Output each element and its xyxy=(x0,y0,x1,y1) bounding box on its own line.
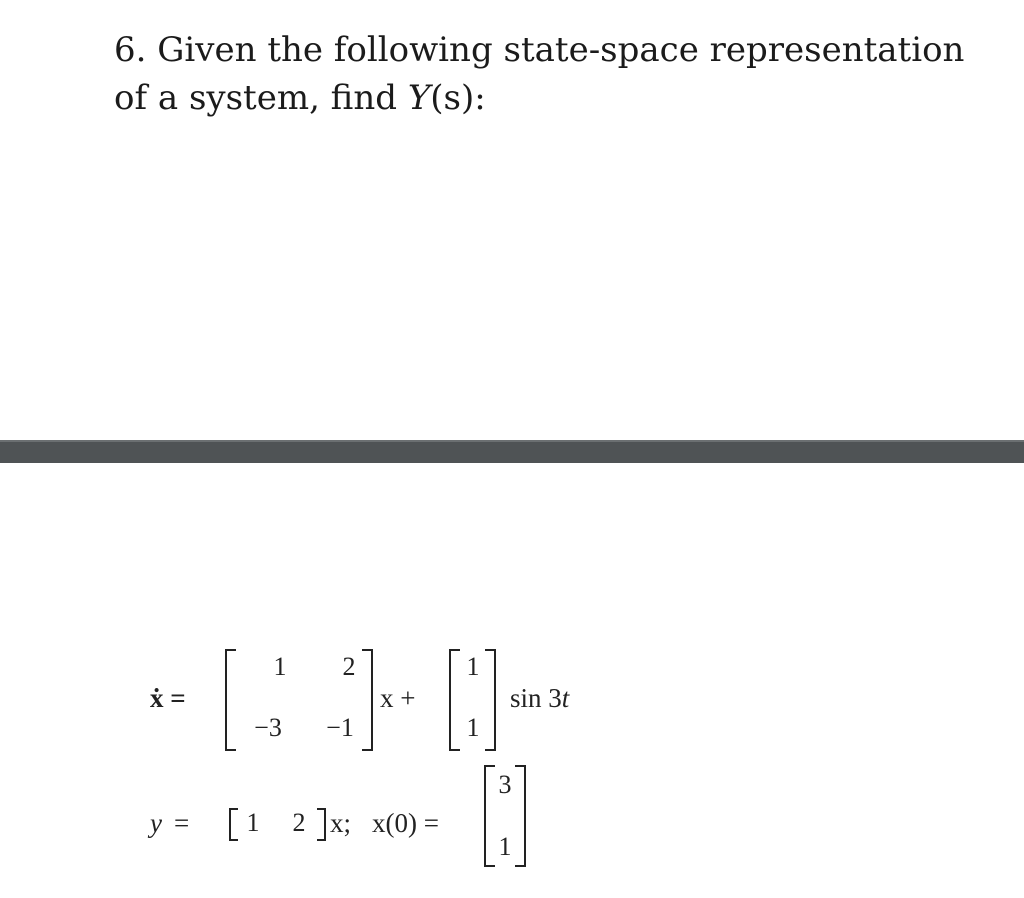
vector-b-left-bracket xyxy=(450,650,460,750)
vector-x0-left-bracket xyxy=(485,766,495,866)
matrix-a-12: 2 xyxy=(342,652,356,681)
vector-b-2: 1 xyxy=(466,713,480,742)
question-body: 6. Given the following state-space representation of a system, find xyxy=(114,30,965,118)
vector-b-1: 1 xyxy=(466,652,480,681)
question-function: Y xyxy=(407,78,431,118)
matrix-a-21: −3 xyxy=(254,713,282,742)
vector-c-2: 2 xyxy=(292,808,306,837)
vector-b-right-bracket xyxy=(485,650,495,750)
vector-c-1: 1 xyxy=(246,808,260,837)
initial-condition-label: x(0) = xyxy=(372,808,439,838)
vector-x0-2: 1 xyxy=(498,832,512,861)
vector-c-left-bracket xyxy=(230,809,238,840)
question-tail: : xyxy=(474,78,486,118)
matrix-a-22: −1 xyxy=(326,713,354,742)
vector-x0-right-bracket xyxy=(515,766,525,866)
vector-x0-1: 3 xyxy=(498,770,512,799)
state-input-func: sin 3 xyxy=(510,683,562,713)
output-y: y xyxy=(150,808,162,838)
matrix-a-right-bracket xyxy=(362,650,372,750)
state-input xyxy=(510,683,569,714)
question-argument: (s) xyxy=(430,78,475,118)
state-input-var: t xyxy=(561,683,570,713)
matrix-a-11: 1 xyxy=(273,652,287,681)
state-eq-lhs: ẋ = xyxy=(150,683,186,713)
vector-c-right-bracket xyxy=(317,809,325,840)
state-x-plus: x + xyxy=(380,683,416,713)
matrix-a-left-bracket xyxy=(226,650,236,750)
output-equals: = xyxy=(174,808,190,838)
output-x-semicolon: x; xyxy=(330,808,352,838)
